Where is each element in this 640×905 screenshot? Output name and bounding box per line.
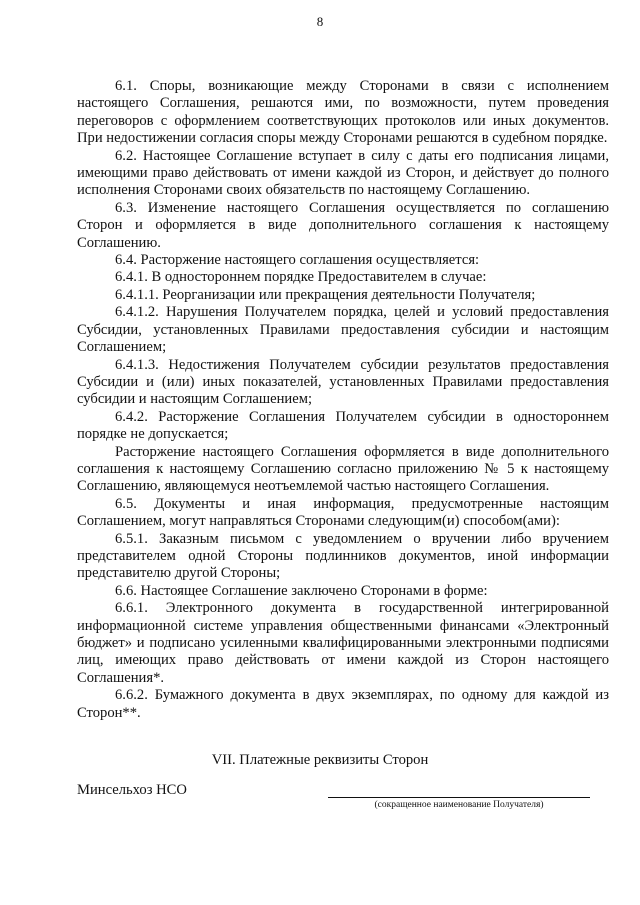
- paragraph-6-4: 6.4. Расторжение настоящего соглашения осуществляется:: [115, 252, 480, 269]
- paragraph-6-3: 6.3. Изменение настоящего Соглашения осуществляется по соглашению Сторон и оформляется в виде дополнительного соглашения к настоящему Соглашению.: [77, 199, 609, 251]
- paragraph-6-6-1: 6.6.1. Электронного документа в государственной интегрированной информационной системе управления общественными финансами «Электронный бюджет» и подписано усиленными квалифицированными электронными подписями лиц, имеющих право действовать от имени каждой из Сторон настоящего Соглашения*.: [77, 600, 609, 686]
- recipient-name-line: [328, 797, 590, 798]
- paragraph-termination-form: Расторжение настоящего Соглашения оформляется в виде дополнительного соглашения к настоящему Соглашению согласно приложению № 5 к настоящему Соглашению, являющемуся неотъемлемой частью настоящего Соглашения.: [77, 443, 609, 495]
- paragraph-6-4-1-2: 6.4.1.2. Нарушения Получателем порядка, целей и условий предоставления Субсидии, установленных Правилами предоставления субсидии и настоящим Соглашением;: [77, 304, 609, 356]
- paragraph-6-6-2: 6.6.2. Бумажного документа в двух экземплярах, по одному для каждой из Сторон**.: [77, 687, 609, 721]
- paragraph-6-4-1-3: 6.4.1.3. Недостижения Получателем субсидии результатов предоставления Субсидии и (или) иных показателей, установленных Правилами предоставления субсидии и настоящим Соглашением;: [77, 356, 609, 408]
- paragraph-6-5-1: 6.5.1. Заказным письмом с уведомлением о вручении либо вручением представителем одной Стороны подлинников документов, иной информации представителю другой Стороны;: [77, 530, 609, 582]
- paragraph-6-4-1-1: 6.4.1.1. Реорганизации или прекращения деятельности Получателя;: [115, 286, 536, 303]
- document-body: [77, 78, 609, 722]
- paragraph-6-2: 6.2. Настоящее Соглашение вступает в силу с даты его подписания лицами, имеющими право действовать от имени каждой из Сторон, и действует до полного исполнения Сторонами своих обязательств по настоящему Соглашению.: [77, 147, 609, 199]
- paragraph-6-1: 6.1. Споры, возникающие между Сторонами в связи с исполнением настоящего Соглашения, решаются ими, по возможности, путем проведения переговоров с оформлением соответствующих протоколов или иных документов. При недостижении согласия споры между Сторонами решаются в судебном порядке.: [77, 78, 609, 147]
- section-heading: VII. Платежные реквизиты Сторон: [211, 752, 429, 768]
- party-left-name: Минсельхоз НСО: [77, 782, 187, 798]
- page-number: 8: [316, 14, 324, 29]
- paragraph-6-4-1: 6.4.1. В одностороннем порядке Предоставителем в случае:: [115, 269, 487, 286]
- paragraph-6-4-2: 6.4.2. Расторжение Соглашения Получателем субсидии в одностороннем порядке не допускается;: [77, 408, 609, 443]
- paragraph-6-6: 6.6. Настоящее Соглашение заключено Сторонами в форме:: [115, 582, 488, 599]
- paragraph-6-5: 6.5. Документы и иная информация, предусмотренные настоящим Соглашением, могут направляться Сторонами следующим(и) способом(ами):: [77, 495, 609, 530]
- recipient-name-caption: (сокращенное наименование Получателя): [374, 800, 544, 810]
